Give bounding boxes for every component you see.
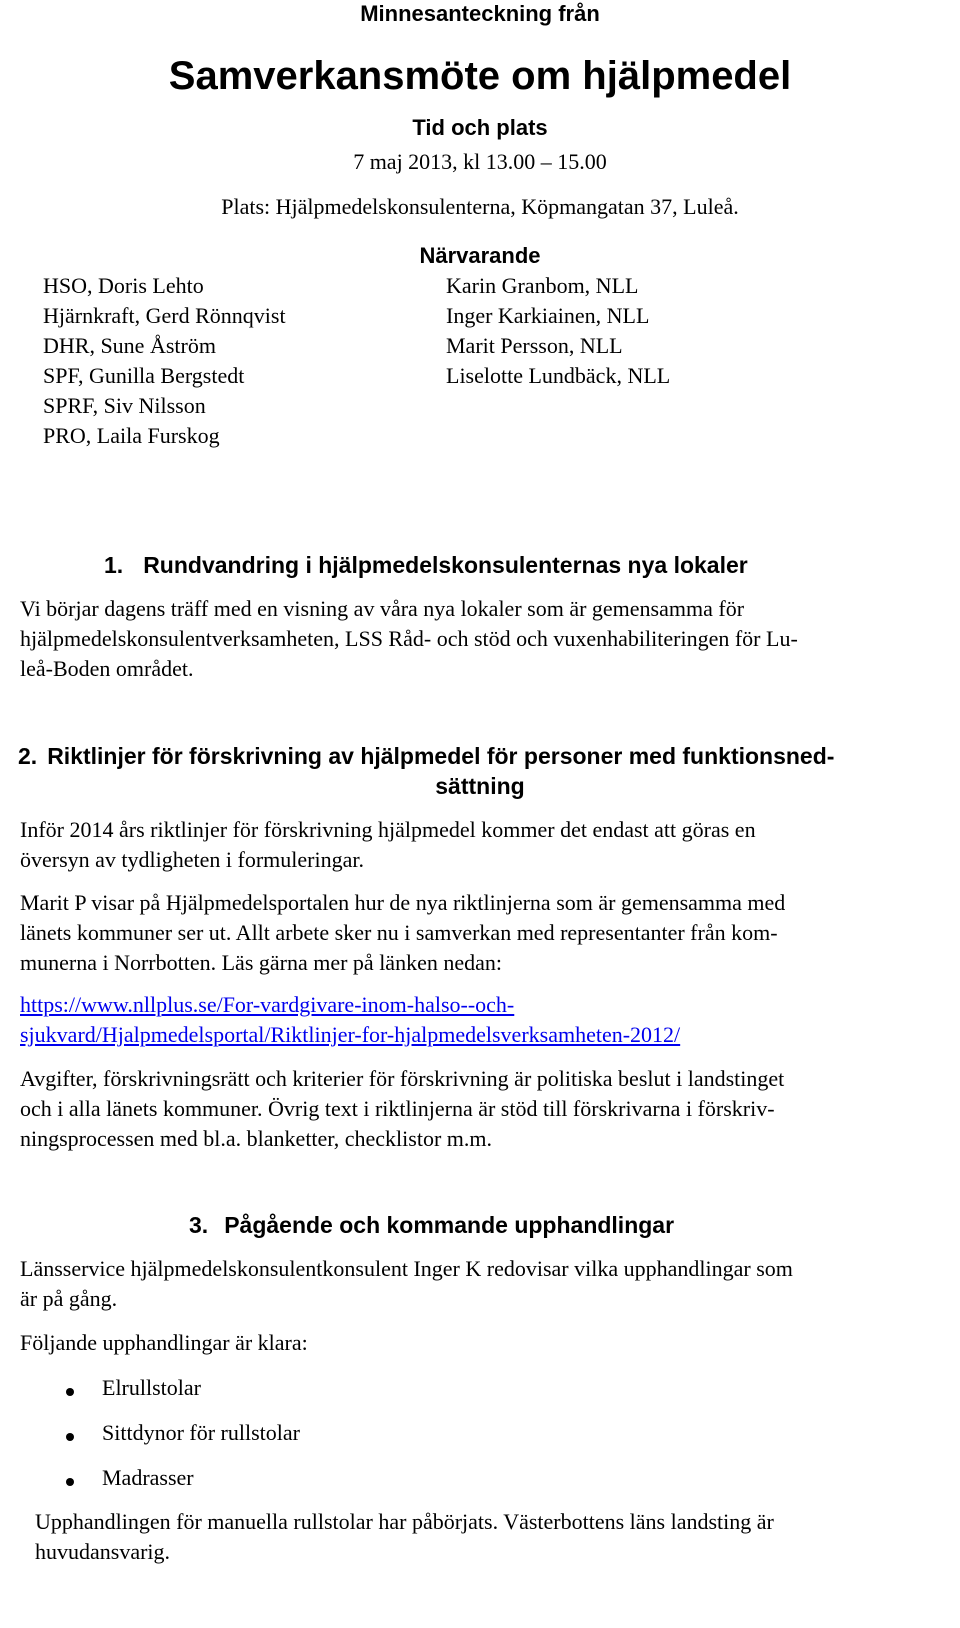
section-2-paragraph-1: Inför 2014 års riktlinjer för förskrivning hjälpmedel kommer det endast att göras en översyn av tydligheten i formuleringar. [20,817,756,872]
attendee: Hjärnkraft, Gerd Rönnqvist [43,303,286,328]
attendee: Inger Karkiainen, NLL [446,303,650,328]
section-3-paragraph-3: Upphandlingen för manuella rullstolar har påbörjats. Västerbottens läns landsting är huvudansvarig. [35,1509,774,1564]
attendee: SPF, Gunilla Bergstedt [43,363,245,388]
section-heading: Rundvandring i hjälpmedelskonsulenternas nya lokaler [143,552,748,578]
section-2-paragraph-3: Avgifter, förskrivningsrätt och kriterier för förskrivning är politiska beslut i landstinget och i alla länets kommuner. Övrig text i riktlinjerna är stöd till förskrivarna i förskriv- ningsprocessen med bl.a. blanketter, checklistor m.m. [20,1066,785,1151]
section-heading: Riktlinjer för förskrivning av hjälpmedel för personer med funktionsned- [47,743,835,769]
attendee: SPRF, Siv Nilsson [43,393,206,418]
attendees-right-list [446,271,670,391]
section-2-title [18,741,834,772]
section-1-paragraph: Vi börjar dagens träff med en visning av våra nya lokaler som är gemensamma för hjälpmedelskonsulentverksamheten, LSS Råd- och stöd och vuxenhabiliteringen för Lu- leå-Boden området. [20,596,798,681]
section-3-paragraph-2: Följande upphandlingar är klara: [20,1330,308,1355]
section-number: 2. [18,743,38,769]
bullet-icon [66,1388,74,1396]
meeting-place: Plats: Hjälpmedelskonsulenterna, Köpmangatan 37, Luleå. [221,194,739,219]
section-3-paragraph-1: Länsservice hjälpmedelskonsulentkonsulent Inger K redovisar vilka upphandlingar som är på gång. [20,1256,793,1311]
section-1-title [104,550,748,581]
list-item: Elrullstolar [102,1375,201,1400]
bullet-icon [66,1433,74,1441]
time-place-heading: Tid och plats [412,115,548,140]
attendees-left-list [43,271,286,451]
meeting-time: 7 maj 2013, kl 13.00 – 15.00 [353,149,607,174]
list-item: Madrasser [102,1465,194,1490]
section-number: 3. [189,1212,209,1238]
link-line[interactable]: https://www.nllplus.se/For-vardgivare-inom-halso--och- [20,992,515,1017]
attendee: DHR, Sune Åström [43,333,216,358]
section-number: 1. [104,552,124,578]
list-item: Sittdynor för rullstolar [102,1420,300,1445]
section-2-title-continued: sättning [435,773,525,799]
attendee: Marit Persson, NLL [446,333,623,358]
page-title: Samverkansmöte om hjälpmedel [168,54,792,98]
link-line[interactable]: sjukvard/Hjalpmedelsportal/Riktlinjer-for-hjalpmedelsverksamheten-2012/ [20,1022,681,1047]
attendee: Liselotte Lundbäck, NLL [446,363,671,388]
section-2-paragraph-2: Marit P visar på Hjälpmedelsportalen hur de nya riktlinjerna som är gemensamma med länets kommuner ser ut. Allt arbete sker nu i samverkan med representanter från kom- munerna i Norrbotten. Läs gärna mer på länken nedan: [20,890,786,975]
section-heading: Pågående och kommande upphandlingar [224,1212,675,1238]
bullet-icon [66,1478,74,1486]
pretitle: Minnesanteckning från [360,1,600,26]
section-3-title [189,1210,674,1241]
attendee: PRO, Laila Furskog [43,423,220,448]
attendee: Karin Granbom, NLL [446,273,639,298]
attendees-heading: Närvarande [419,243,541,268]
riktlinjer-link[interactable] [20,990,920,1050]
attendee: HSO, Doris Lehto [43,273,204,298]
